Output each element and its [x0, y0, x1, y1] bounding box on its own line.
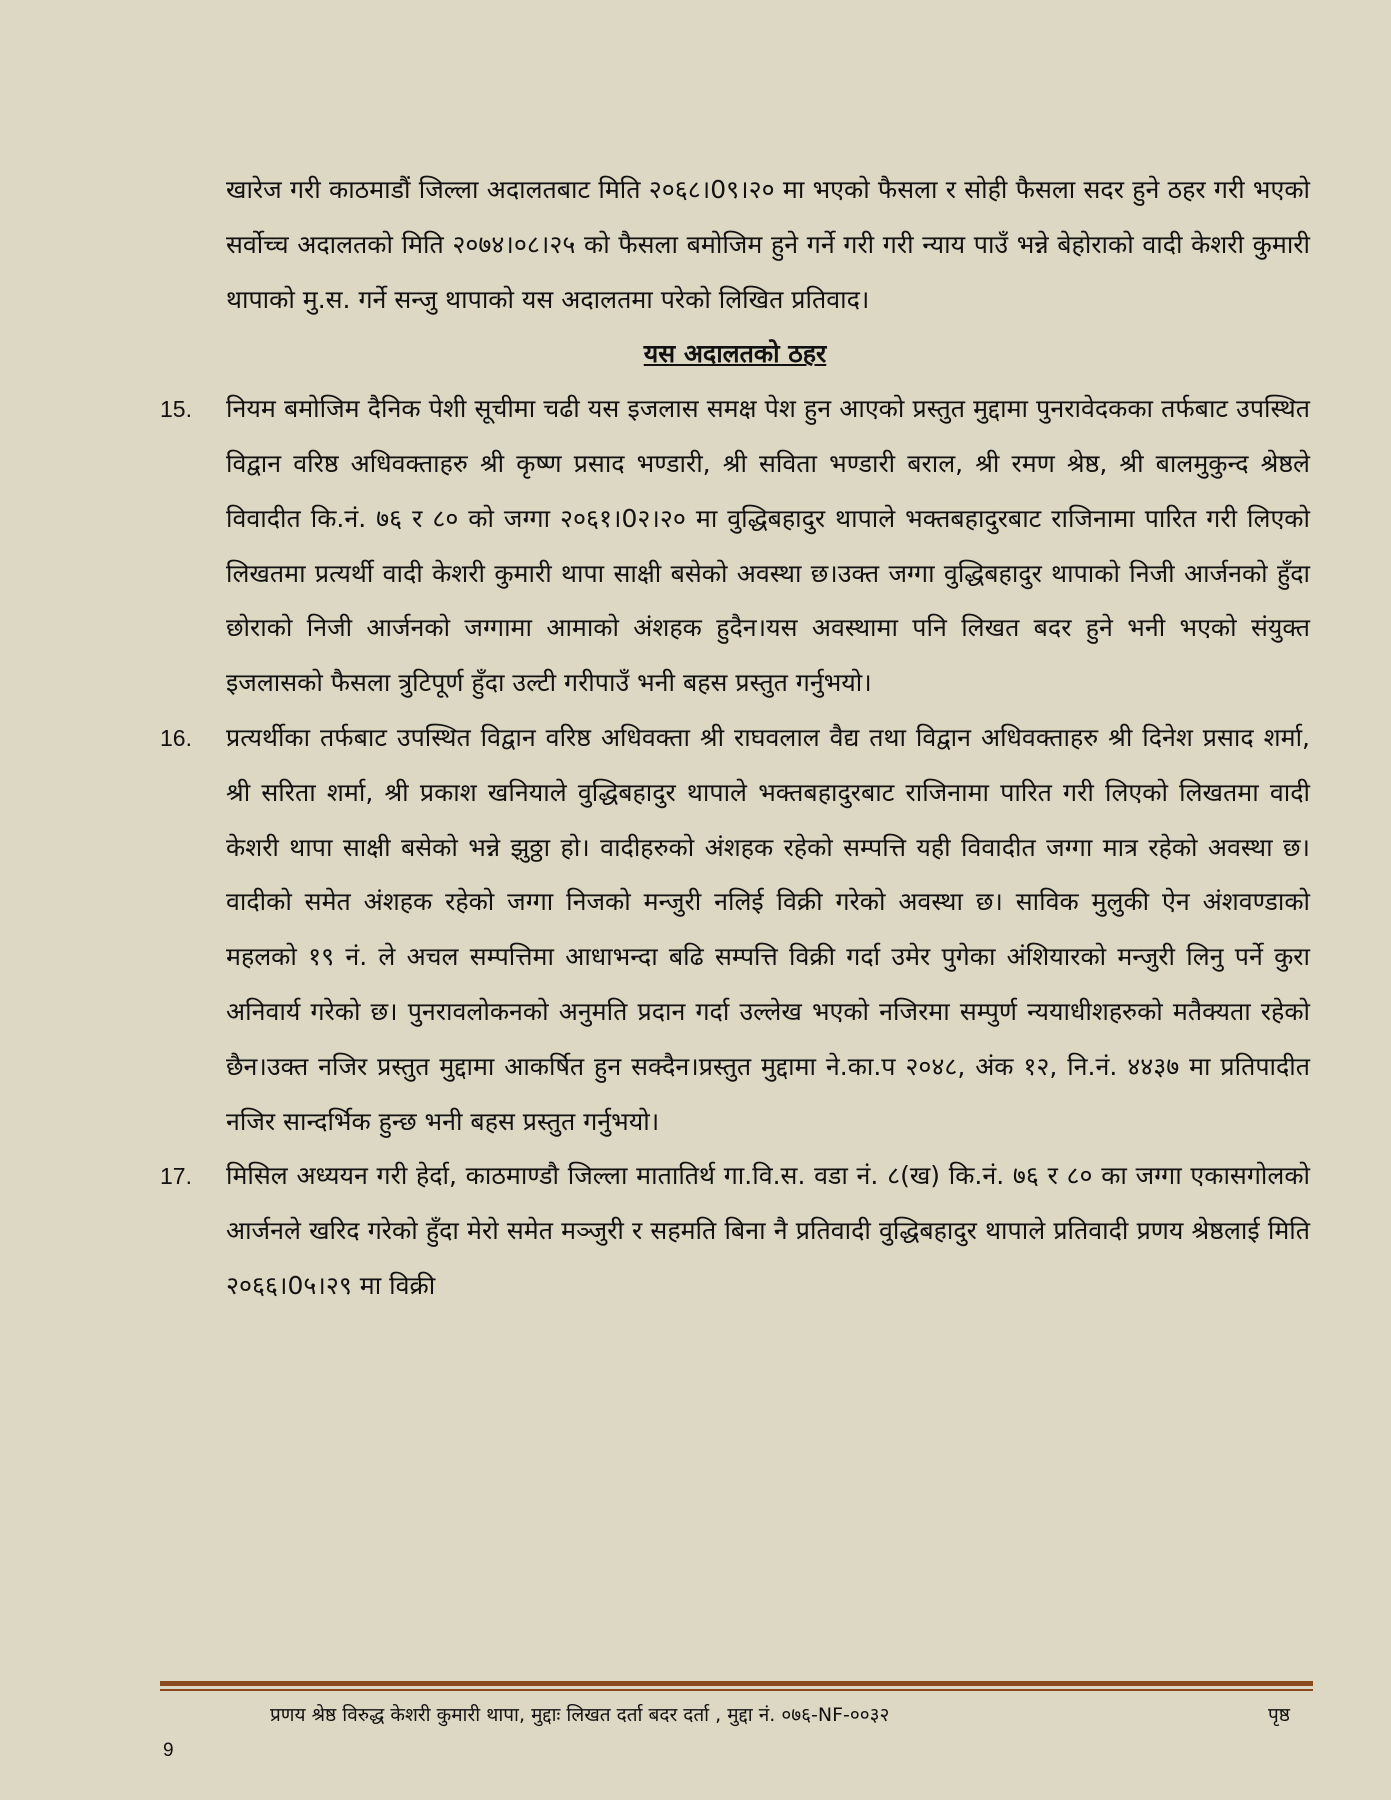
paragraph-text: नियम बमोजिम दैनिक पेशी सूचीमा चढी यस इजलास समक्ष पेश हुन आएको प्रस्तुत मुद्दामा पुनरावेदकका तर्फबाट उपस्थित विद्वान वरिष्ठ अधिवक्ताहरु श्री कृष्ण प्रसाद भण्डारी, श्री सविता भण्डारी बराल, श्री रमण श्रेष्ठ, श्री बालमुकुन्द श्रेष्ठले विवादीत कि.नं. ७६ र ८० को जग्गा २०६१।0२।२० मा वुद्धिबहादुर थापाले भक्तबहादुरबाट राजिनामा पारित गरी लिएको लिखतमा प्रत्यर्थी वादी केशरी कुमारी थापा साक्षी बसेको अवस्था छ।उक्त जग्गा वुद्धिबहादुर थापाको निजी आर्जनको हुँदा छोराको निजी आर्जनको जग्गामा आमाको अंशहक हुदैन।यस अवस्थामा पनि लिखत बदर हुने भनी भएको संयुक्त इजलासको फैसला त्रुटिपूर्ण हुँदा उल्टी गरीपाउँ भनी बहस प्रस्तुत गर्नुभयो। — [226, 394, 1310, 698]
paragraph-text: प्रत्यर्थीका तर्फबाट उपस्थित विद्वान वरिष्ठ अधिवक्ता श्री राघवलाल वैद्य तथा विद्वान अधिवक्ताहरु श्री दिनेश प्रसाद शर्मा, श्री सरिता शर्मा, श्री प्रकाश खनियाले वुद्धिबहादुर थापाले भक्तबहादुरबाट राजिनामा पारित गरी लिएको लिखतमा वादी केशरी थापा साक्षी बसेको भन्ने झुठ्ठा हो। वादीहरुको अंशहक रहेको सम्पत्ति यही विवादीत जग्गा मात्र रहेको अवस्था छ। वादीको समेत अंशहक रहेको जग्गा निजको मन्जुरी नलिई विक्री गरेको अवस्था छ। साविक मुलुकी ऐन अंशवण्डाको महलको १९ नं. ले अचल सम्पत्तिमा आधाभन्दा बढि सम्पत्ति विक्री गर्दा उमेर पुगेका अंशियारको मन्जुरी लिनु पर्ने कुरा अनिवार्य गरेको छ। पुनरावलोकनको अनुमति प्रदान गर्दा उल्लेख भएको नजिरमा सम्पुर्ण न्ययाधीशहरुको मतैक्यता रहेको छैन।उक्त नजिर प्रस्तुत मुद्दामा आकर्षित हुन सक्दैन।प्रस्तुत मुद्दामा ने.का.प २०४८, अंक १२, नि.नं. ४४३७ मा प्रतिपादीत नजिर सान्दर्भिक हुन्छ भनी बहस प्रस्तुत गर्नुभयो। — [226, 722, 1310, 1136]
numbered-paragraph-17 — [160, 1149, 1310, 1313]
numbered-paragraph-15 — [160, 382, 1310, 711]
footer-case-text: प्रणय श्रेष्ठ विरुद्ध केशरी कुमारी थापा, मुद्दाः लिखत दर्ता बदर दर्ता , मुद्दा नं. ०७६-NF-००३२ — [270, 1704, 890, 1726]
intro-paragraph: खारेज गरी काठमाडौं जिल्ला अदालतबाट मिति २०६८।0९।२० मा भएको फैसला र सोही फैसला सदर हुने ठहर गरी भएको सर्वोच्च अदालतको मिति २०७४।०८।२५ को फैसला बमोजिम हुने गर्ने गरी गरी न्याय पाउँ भन्ने बेहोराको वादी केशरी कुमारी थापाको मु.स. गर्ने सन्जु थापाको यस अदालतमा परेको लिखित प्रतिवाद। — [226, 175, 1310, 314]
document-body — [160, 163, 1310, 1314]
paragraph-number: 16. — [160, 724, 192, 751]
footer-divider-thick — [160, 1681, 1313, 1686]
paragraph-number: 15. — [160, 396, 192, 423]
section-heading: यस अदालतको ठहर — [643, 339, 827, 369]
page-number: 9 — [163, 1740, 174, 1761]
footer-page-label: पृष्ठ — [1268, 1704, 1290, 1726]
paragraph-text: मिसिल अध्ययन गरी हेर्दा, काठमाण्डौ जिल्ला मातातिर्थ गा.वि.स. वडा नं. ८(ख) कि.नं. ७६ र ८० का जग्गा एकासगोलको आर्जनले खरिद गरेको हुँदा मेरो समेत मञ्जुरी र सहमति बिना नै प्रतिवादी वुद्धिबहादुर थापाले प्रतिवादी प्रणय श्रेष्ठलाई मिति २०६६।0५।२९ मा विक्री — [226, 1161, 1310, 1300]
paragraph-number: 17. — [160, 1163, 192, 1190]
footer-divider-thin — [160, 1689, 1313, 1691]
numbered-paragraph-16 — [160, 711, 1310, 1149]
